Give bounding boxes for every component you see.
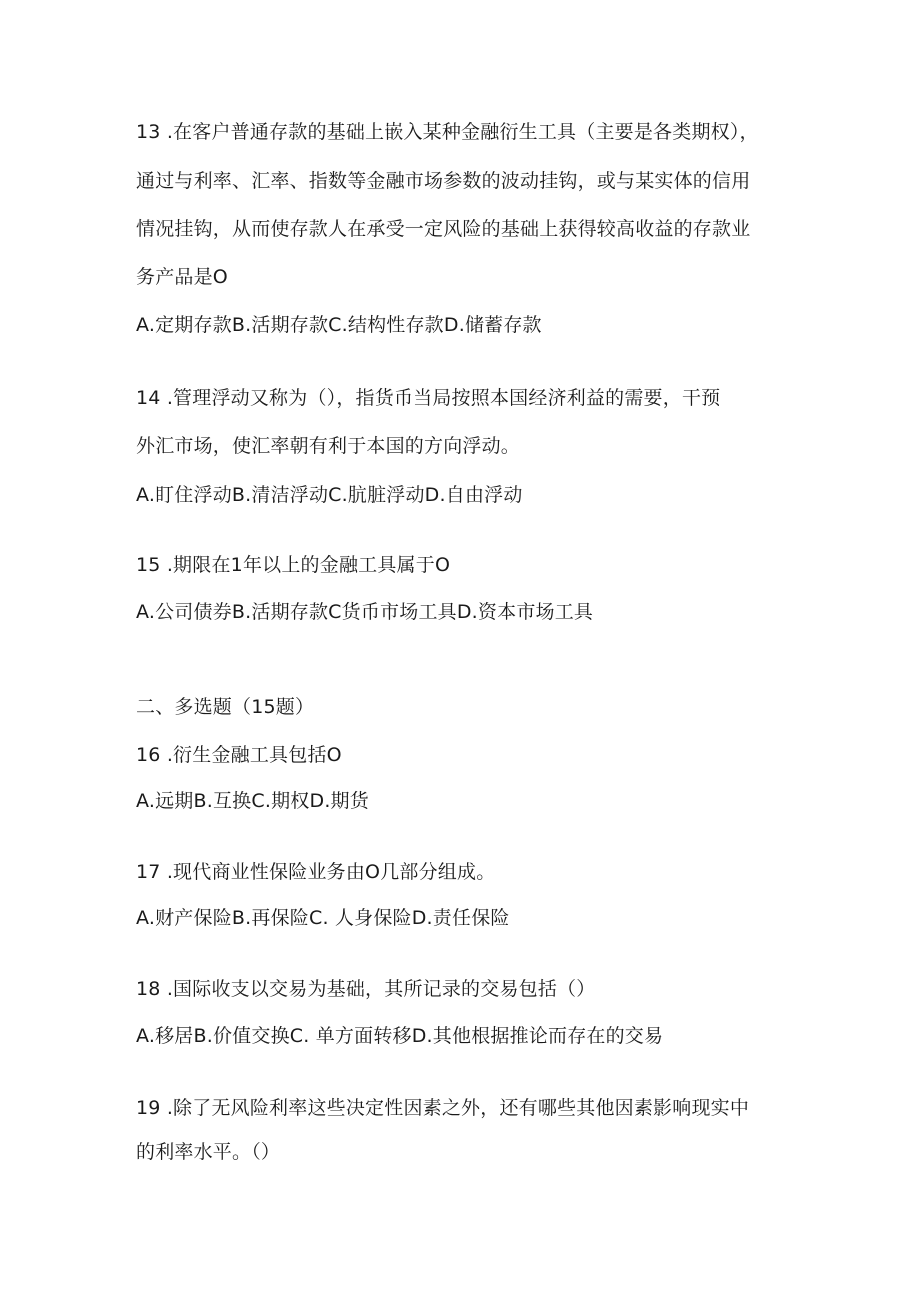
q16-line-1: 16 .衍生金融工具包括O [136, 744, 342, 766]
q15-options: A.公司债券B.活期存款C货币市场工具D.资本市场工具 [136, 601, 594, 623]
q18-options: A.移居B.价值交换C. 单方面转移D.其他根据推论而存在的交易 [136, 1025, 664, 1047]
q19-line-1: 19 .除了无风险利率这些决定性因素之外，还有哪些其他因素影响现实中 [136, 1097, 750, 1119]
q14-line-2: 外汇市场，使汇率朝有利于本国的方向浮动。 [136, 435, 521, 457]
q18-line-1: 18 .国际收支以交易为基础，其所记录的交易包括（） [136, 978, 596, 1000]
section-title: 二、多选题（15题） [136, 696, 315, 718]
q13-line-4: 务产品是O [136, 266, 228, 288]
q19-line-2: 的利率水平。（） [136, 1141, 281, 1163]
q14-line-1: 14 .管理浮动又称为（），指货币当局按照本国经济利益的需要，干预 [136, 387, 721, 409]
q13-line-1: 13 .在客户普通存款的基础上嵌入某种金融衍生工具（主要是各类期权）， [136, 121, 759, 143]
q13-line-3: 情况挂钩，从而使存款人在承受一定风险的基础上获得较高收益的存款业 [136, 218, 751, 240]
q13-options: A.定期存款B.活期存款C.结构性存款D.储蓄存款 [136, 314, 542, 336]
q17-line-1: 17 .现代商业性保险业务由O几部分组成。 [136, 861, 496, 883]
q17-options: A.财产保险B.再保险C. 人身保险D.责任保险 [136, 907, 510, 929]
q15-line-1: 15 .期限在1年以上的金融工具属于O [136, 554, 451, 576]
q14-options: A.盯住浮动B.清洁浮动C.肮脏浮动D.自由浮动 [136, 484, 523, 506]
q13-line-2: 通过与利率、汇率、指数等金融市场参数的波动挂钩，或与某实体的信用 [136, 170, 751, 192]
q16-options: A.远期B.互换C.期权D.期货 [136, 790, 369, 812]
